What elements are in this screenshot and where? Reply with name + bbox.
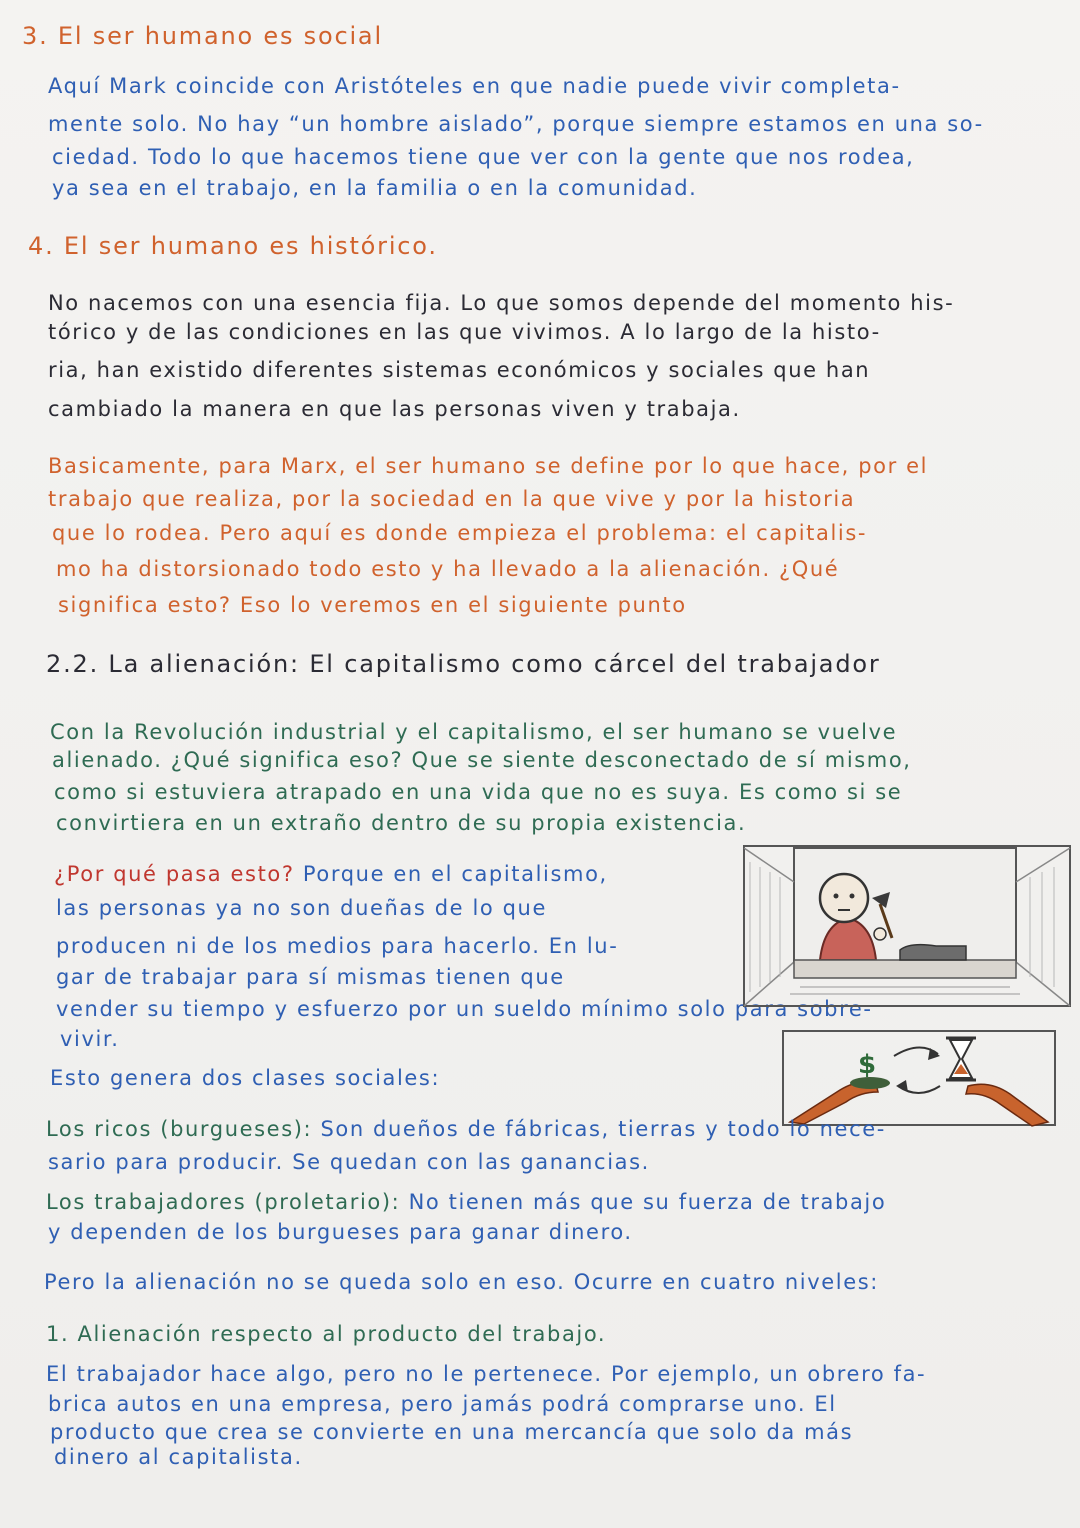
levels-intro: Pero la alienación no se queda solo en eso. Ocurre en cuatro niveles: (44, 1270, 879, 1294)
intro-line: alienado. ¿Qué significa eso? Que se siente desconectado de sí mismo, (52, 748, 912, 772)
section-4-heading: 4. El ser humano es histórico. (28, 232, 438, 260)
section-3-line: ciedad. Todo lo que hacemos tiene que ver con la gente que nos rodea, (52, 145, 915, 169)
summary-line: significa esto? Eso lo veremos en el siguiente punto (58, 593, 687, 617)
summary-line: Basicamente, para Marx, el ser humano se define por lo que hace, por el (48, 454, 929, 478)
classes-intro: Esto genera dos clases sociales: (50, 1066, 441, 1090)
section-3-heading: 3. El ser humano es social (22, 22, 383, 50)
workers-text: No tienen más que su fuerza de trabajo (408, 1190, 887, 1214)
why-line: las personas ya no son dueñas de lo que (56, 896, 547, 920)
summary-line: mo ha distorsionado todo esto y ha llevado a la alienación. ¿Qué (56, 557, 840, 581)
section-3-line: Aquí Mark coincide con Aristóteles en que nadie puede vivir completa- (48, 74, 901, 98)
why-line: Porque en el capitalismo, (302, 862, 608, 886)
section-4-line: ria, han existido diferentes sistemas económicos y sociales que han (48, 358, 871, 382)
level-1-line: dinero al capitalista. (54, 1445, 303, 1469)
why-line: vivir. (60, 1027, 120, 1051)
rich-label: Los ricos (burgueses): (46, 1117, 313, 1141)
workers-class-line (46, 1188, 886, 1216)
worker-illustration (740, 842, 1074, 1012)
section-2-2-heading: 2.2. La alienación: El capitalismo como cárcel del trabajador (46, 650, 881, 678)
level-1-line: El trabajador hace algo, pero no le pertenece. Por ejemplo, un obrero fa- (46, 1362, 927, 1386)
why-line: gar de trabajar para sí mismas tienen que (56, 965, 565, 989)
summary-line: trabajo que realiza, por la sociedad en la que vive y por la historia (48, 487, 856, 511)
level-1-line: brica autos en una empresa, pero jamás podrá comprarse uno. El (48, 1392, 837, 1416)
rich-class-line (46, 1115, 886, 1143)
workers-text-line: y dependen de los burgueses para ganar dinero. (48, 1220, 633, 1244)
intro-line: como si estuviera atrapado en una vida que no es suya. Es como si se (54, 780, 903, 804)
rich-text-line: sario para producir. Se quedan con las ganancias. (48, 1150, 650, 1174)
summary-line: que lo rodea. Pero aquí es donde empieza el problema: el capitalis- (52, 521, 868, 545)
section-3-line: ya sea en el trabajo, en la familia o en la comunidad. (52, 176, 698, 200)
hourglass-icon (946, 1038, 976, 1080)
intro-line: convirtiera en un extraño dentro de su propia existencia. (56, 811, 747, 835)
section-4-line: No nacemos con una esencia fija. Lo que somos depende del momento his- (48, 291, 955, 315)
level-1-title: 1. Alienación respecto al producto del trabajo. (46, 1322, 607, 1346)
dollar-icon: $ (858, 1050, 877, 1080)
workers-label: Los trabajadores (proletario): (46, 1190, 401, 1214)
money-time-illustration (780, 1028, 1058, 1128)
why-line: vender su tiempo y esfuerzo por un sueldo mínimo solo para sobre- (56, 997, 873, 1021)
section-4-line: cambiado la manera en que las personas viven y trabaja. (48, 397, 741, 421)
why-question: ¿Por qué pasa esto? (54, 862, 295, 886)
rich-text: Son dueños de fábricas, tierras y todo lo nece- (320, 1117, 886, 1141)
intro-line: Con la Revolución industrial y el capitalismo, el ser humano se vuelve (50, 720, 898, 744)
why-line: producen ni de los medios para hacerlo. En lu- (56, 934, 619, 958)
why-first-line (54, 860, 608, 888)
level-1-line: producto que crea se convierte en una mercancía que solo da más (50, 1420, 854, 1444)
section-3-line: mente solo. No hay “un hombre aislado”, porque siempre estamos en una so- (48, 112, 984, 136)
section-4-line: tórico y de las condiciones en las que vivimos. A lo largo de la histo- (48, 320, 881, 344)
